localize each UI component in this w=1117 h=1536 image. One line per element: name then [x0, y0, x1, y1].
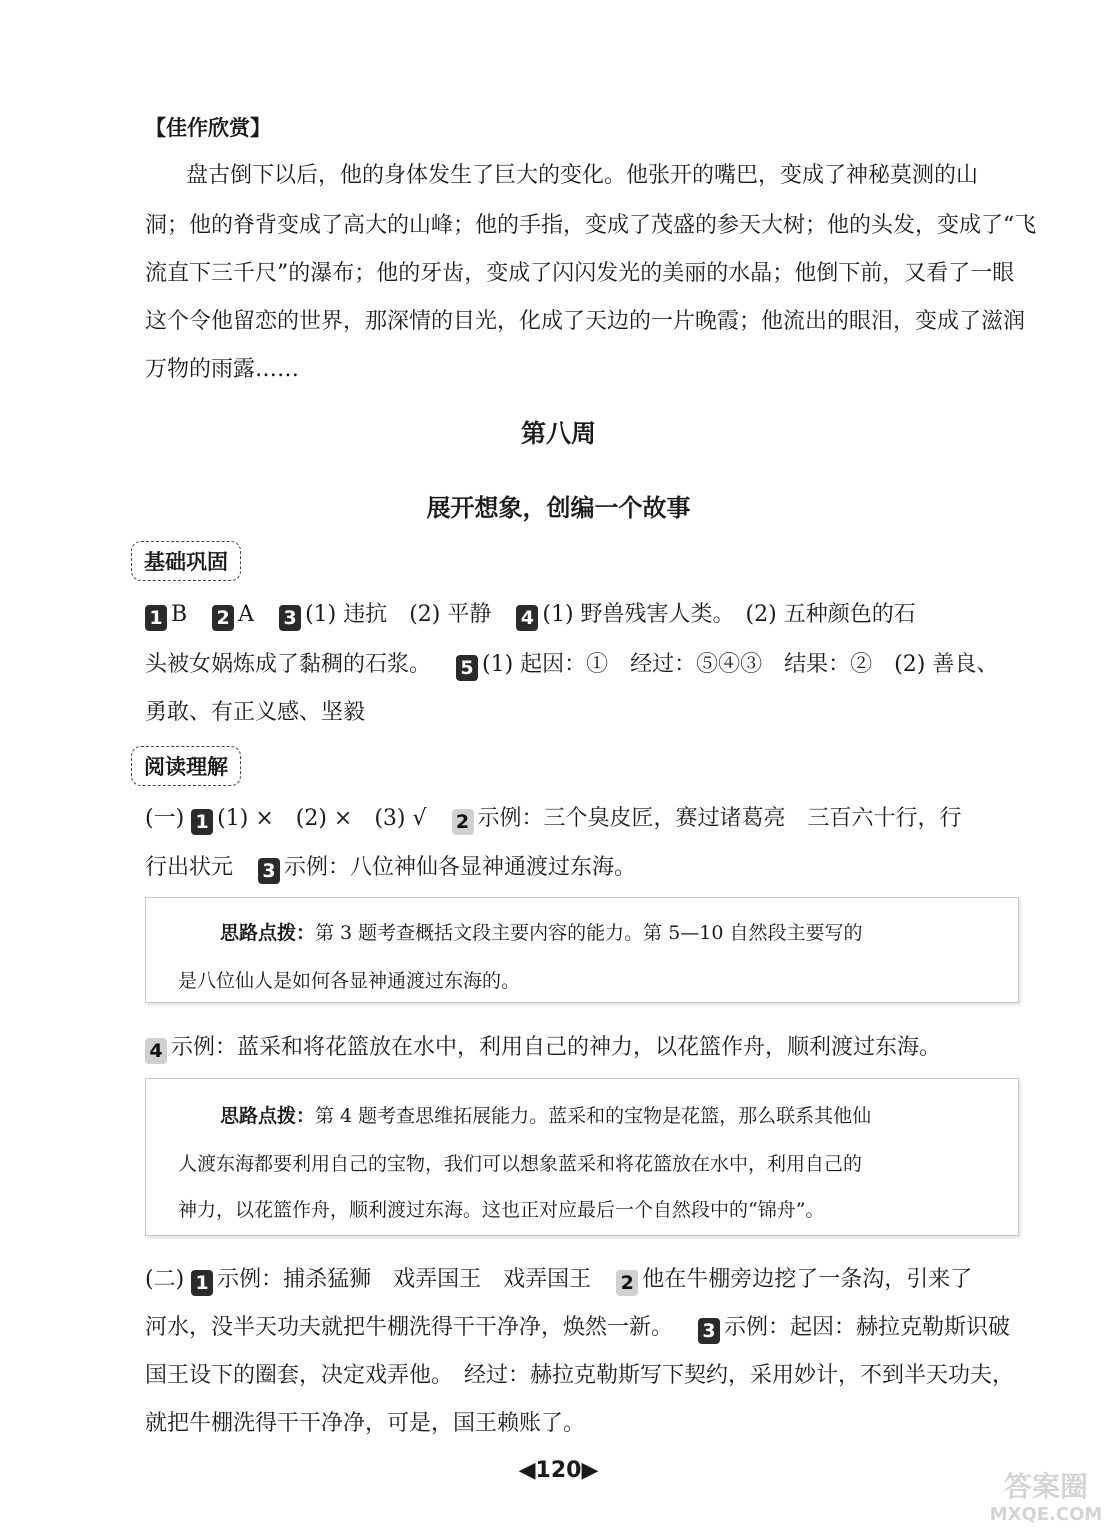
- answer: 示例：三个臭皮匠，赛过诸葛亮 三百六十行，行: [477, 806, 962, 831]
- question-number-badge: 3: [258, 858, 280, 884]
- appreciation-line: 这个令他留恋的世界，那深情的目光，化成了天边的一片晚霞；他流出的眼泪，变成了滋润: [145, 309, 1026, 334]
- reading-line-p2-1: [145, 1262, 972, 1296]
- appreciation-heading: 【佳作欣赏】: [145, 116, 271, 140]
- question-number-badge: 1: [191, 1270, 213, 1296]
- hint-line: 人渡东海都要利用自己的宝物，我们可以想象蓝采和将花篮放在水中，利用自己的: [178, 1153, 863, 1175]
- section-tag-reading: 阅读理解: [131, 746, 241, 786]
- basic-answers-line-2: [145, 647, 998, 681]
- page-number: ◀120▶: [518, 1458, 599, 1483]
- appreciation-line: 洞；他的脊背变成了高大的山峰；他的手指，变成了茂盛的参天大树；他的头发，变成了“飞: [145, 213, 1037, 238]
- hint-line: 思路点拨：第 3 题考查概括文段主要内容的能力。第 5—10 自然段主要写的: [220, 922, 863, 944]
- part-prefix: (二): [145, 1267, 185, 1292]
- svg-text:MXQE.COM: MXQE.COM: [989, 1504, 1103, 1525]
- watermark-logo: [985, 1462, 1107, 1526]
- question-number-badge: 3: [698, 1318, 720, 1344]
- answer: 行出状元: [145, 855, 234, 880]
- week-title: 第八周: [520, 419, 596, 448]
- reading-line-1: [145, 801, 962, 835]
- question-number-badge: 4: [145, 1038, 167, 1064]
- hint-line: 是八位仙人是如何各显神通渡过东海的。: [178, 970, 521, 992]
- section-tag-basic: 基础巩固: [131, 541, 241, 581]
- answer: B: [171, 602, 188, 627]
- question-number-badge: 2: [452, 809, 474, 835]
- answer: A: [238, 602, 255, 627]
- hint-line: 思路点拨：第 4 题考查思维拓展能力。蓝采和的宝物是花篮，那么联系其他仙: [220, 1105, 872, 1127]
- appreciation-line: 盘古倒下以后，他的身体发生了巨大的变化。他张开的嘴巴，变成了神秘莫测的山: [186, 163, 979, 188]
- basic-answers-line-1: [145, 597, 916, 631]
- question-number-badge: 1: [145, 605, 167, 631]
- question-number-badge: 4: [516, 605, 538, 631]
- answer: (1) 野兽残害人类。 (2) 五种颜色的石: [542, 602, 916, 627]
- hint-box: [145, 1078, 1019, 1236]
- unit-title: 展开想象，创编一个故事: [426, 494, 691, 522]
- question-number-badge: 3: [279, 605, 301, 631]
- answer: 示例：蓝采和将花篮放在水中，利用自己的神力，以花篮作舟，顺利渡过东海。: [171, 1035, 942, 1060]
- answer: 示例：捕杀猛狮 戏弄国王 戏弄国王: [217, 1267, 592, 1292]
- basic-answers-line-3: 勇敢、有正义感、坚毅: [145, 700, 366, 725]
- question-number-badge: 2: [212, 605, 234, 631]
- question-number-badge: 2: [616, 1270, 638, 1296]
- hint-label: 思路点拨：: [220, 1105, 316, 1127]
- appreciation-line: 流直下三千尺”的瀑布；他的牙齿，变成了闪闪发光的美丽的水晶；他倒下前，又看了一眼: [145, 261, 1015, 286]
- answer: 头被女娲炼成了黏稠的石浆。: [145, 652, 432, 677]
- question-number-badge: 5: [456, 655, 478, 681]
- reading-line-p2-3: 国王设下的圈套，决定戏弄他。 经过：赫拉克勒斯写下契约，采用妙计，不到半天功夫，: [145, 1363, 1015, 1388]
- reading-line-p2-4: 就把牛棚洗得干干净净，可是，国王赖账了。: [145, 1411, 586, 1436]
- answer: (1) 违抗 (2) 平静: [305, 602, 492, 627]
- answer: 示例：八位神仙各显神通渡过东海。: [284, 855, 637, 880]
- svg-text:答案圈: 答案圈: [1003, 1470, 1089, 1503]
- reading-line-q4: [145, 1030, 941, 1064]
- hint-line: 神力，以花篮作舟，顺利渡过东海。这也正对应最后一个自然段中的“锦舟”。: [178, 1199, 825, 1221]
- reading-line-p2-2: [145, 1310, 1010, 1344]
- part-prefix: (一): [145, 806, 185, 831]
- hint-label: 思路点拨：: [220, 922, 316, 944]
- answer: 示例：起因：赫拉克勒斯识破: [724, 1315, 1011, 1340]
- reading-line-2: [145, 850, 636, 884]
- answer: 他在牛棚旁边挖了一条沟，引来了: [642, 1267, 973, 1292]
- answer: (1) × (2) × (3) √: [217, 806, 427, 831]
- question-number-badge: 1: [191, 809, 213, 835]
- hint-box: [145, 897, 1019, 1003]
- answer: 河水，没半天功夫就把牛棚洗得干干净净，焕然一新。: [145, 1315, 674, 1340]
- appreciation-line: 万物的雨露……: [145, 357, 300, 382]
- answer: (1) 起因：① 经过：⑤④③ 结果：② (2) 善良、: [482, 652, 999, 677]
